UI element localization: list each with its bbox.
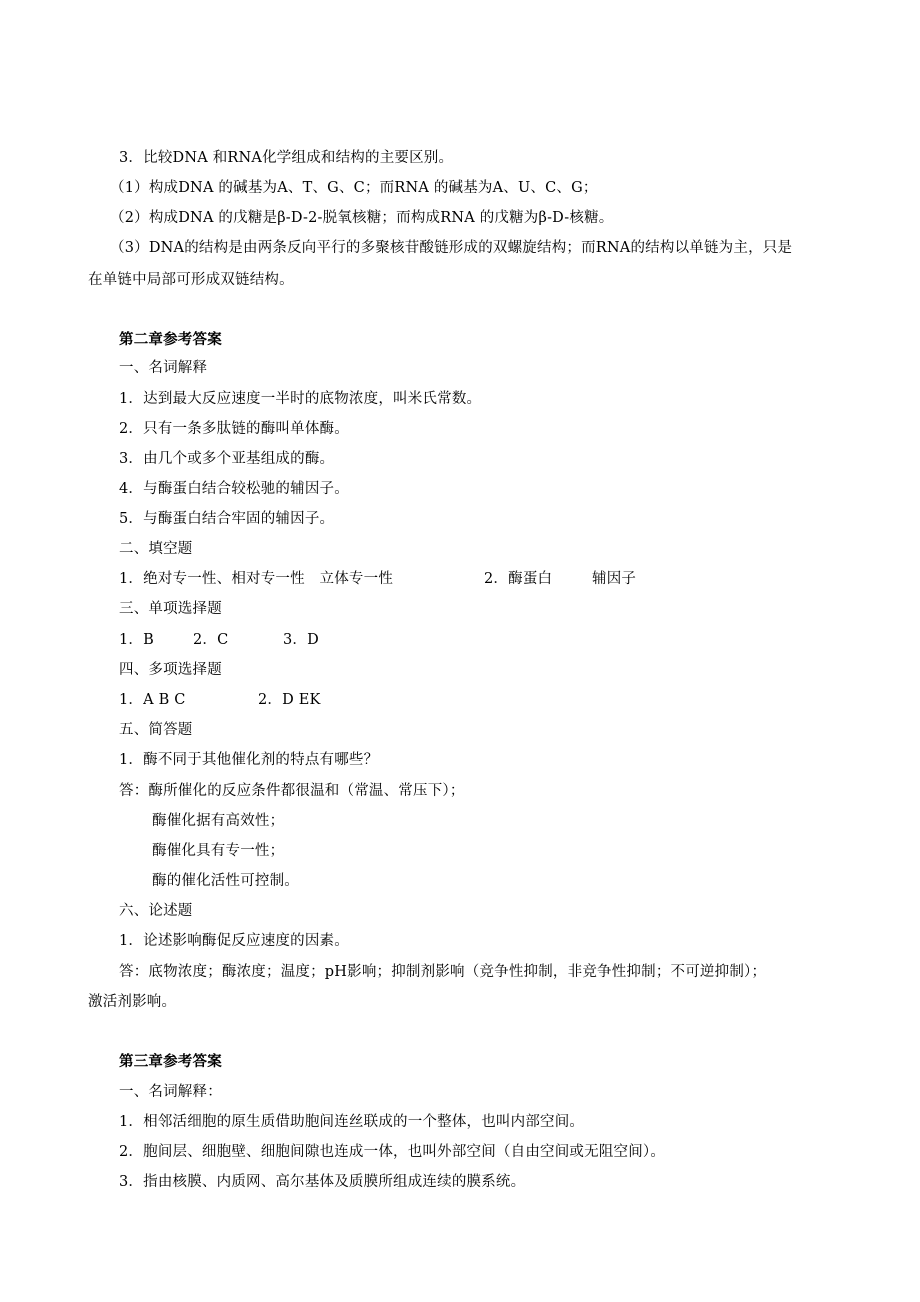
- ch3-definition-1: 1．相邻活细胞的原生质借助胞间连丝联成的一个整体，也叫内部空间。: [119, 1114, 585, 1130]
- ch2-heading-single-choice: 三、单项选择题: [119, 601, 222, 617]
- question-3: 3．比较DNA 和RNA化学组成和结构的主要区别。: [119, 150, 454, 166]
- ch2-short-answer-line-1: 答：酶所催化的反应条件都很温和（常温、常压下）；: [119, 783, 465, 799]
- ch2-heading-fill-blank: 二、填空题: [119, 541, 193, 557]
- ch2-fill-blank-answer-2b: 辅因子: [592, 571, 637, 587]
- ch3-definition-2: 2．胞间层、细胞壁、细胞间隙也连成一体，也叫外部空间（自由空间或无阻空间）。: [119, 1144, 666, 1160]
- ch2-definition-4: 4．与酶蛋白结合较松驰的辅因子。: [119, 481, 349, 497]
- ch2-essay-answer-line-1: 答：底物浓度；酶浓度；温度；pH影响；抑制剂影响（竞争性抑制，非竞争性抑制；不可逆抑制）；: [119, 964, 767, 980]
- ch2-single-choice-answer-3: 3．D: [283, 632, 319, 648]
- ch2-essay-question: 1．论述影响酶促反应速度的因素。: [119, 933, 349, 949]
- ch2-definition-2: 2．只有一条多肽链的酶叫单体酶。: [119, 421, 349, 437]
- ch2-fill-blank-answer-1: 1．绝对专一性、相对专一性 立体专一性: [119, 571, 394, 587]
- answer-point-2: （2）构成DNA 的戊糖是β-D-2-脱氧核糖；而构成RNA 的戊糖为β-D-核糖。: [110, 210, 614, 226]
- ch2-fill-blank-answer-2a: 2．酶蛋白: [484, 571, 553, 587]
- answer-point-3-line2: 在单链中局部可形成双链结构。: [88, 272, 294, 288]
- ch2-short-answer-line-3: 酶催化具有专一性；: [152, 843, 285, 859]
- ch2-definition-3: 3．由几个或多个亚基组成的酶。: [119, 451, 335, 467]
- chapter2-title: 第二章参考答案: [119, 331, 222, 348]
- ch2-short-answer-line-4: 酶的催化活性可控制。: [152, 873, 299, 889]
- ch2-definition-1: 1．达到最大反应速度一半时的底物浓度，叫米氏常数。: [119, 391, 482, 407]
- ch2-essay-answer-line-2: 激活剂影响。: [88, 994, 177, 1010]
- chapter3-title: 第三章参考答案: [119, 1053, 222, 1070]
- ch2-single-choice-answer-1: 1．B: [119, 632, 154, 648]
- ch2-definition-5: 5．与酶蛋白结合牢固的辅因子。: [119, 511, 335, 527]
- answer-point-3-line1: （3）DNA的结构是由两条反向平行的多聚核苷酸链形成的双螺旋结构；而RNA的结构以单链为主，只是: [110, 240, 793, 256]
- ch2-multi-choice-answer-2: 2．D EK: [258, 692, 321, 708]
- ch3-heading-term-definitions: 一、名词解释：: [119, 1084, 222, 1100]
- ch2-heading-multi-choice: 四、多项选择题: [119, 662, 222, 678]
- ch2-multi-choice-answer-1: 1．A B C: [119, 692, 186, 708]
- ch2-short-answer-line-2: 酶催化据有高效性；: [152, 813, 285, 829]
- ch3-definition-3: 3．指由核膜、内质网、高尔基体及质膜所组成连续的膜系统。: [119, 1174, 526, 1190]
- answer-point-1: （1）构成DNA 的碱基为A、T、G、C；而RNA 的碱基为A、U、C、G；: [110, 180, 598, 196]
- ch2-heading-essay: 六、论述题: [119, 903, 193, 919]
- ch2-heading-short-answer: 五、简答题: [119, 722, 193, 738]
- ch2-heading-term-definitions: 一、名词解释: [119, 360, 208, 376]
- ch2-single-choice-answer-2: 2．C: [193, 632, 229, 648]
- ch2-short-answer-question: 1．酶不同于其他催化剂的特点有哪些？: [119, 752, 379, 768]
